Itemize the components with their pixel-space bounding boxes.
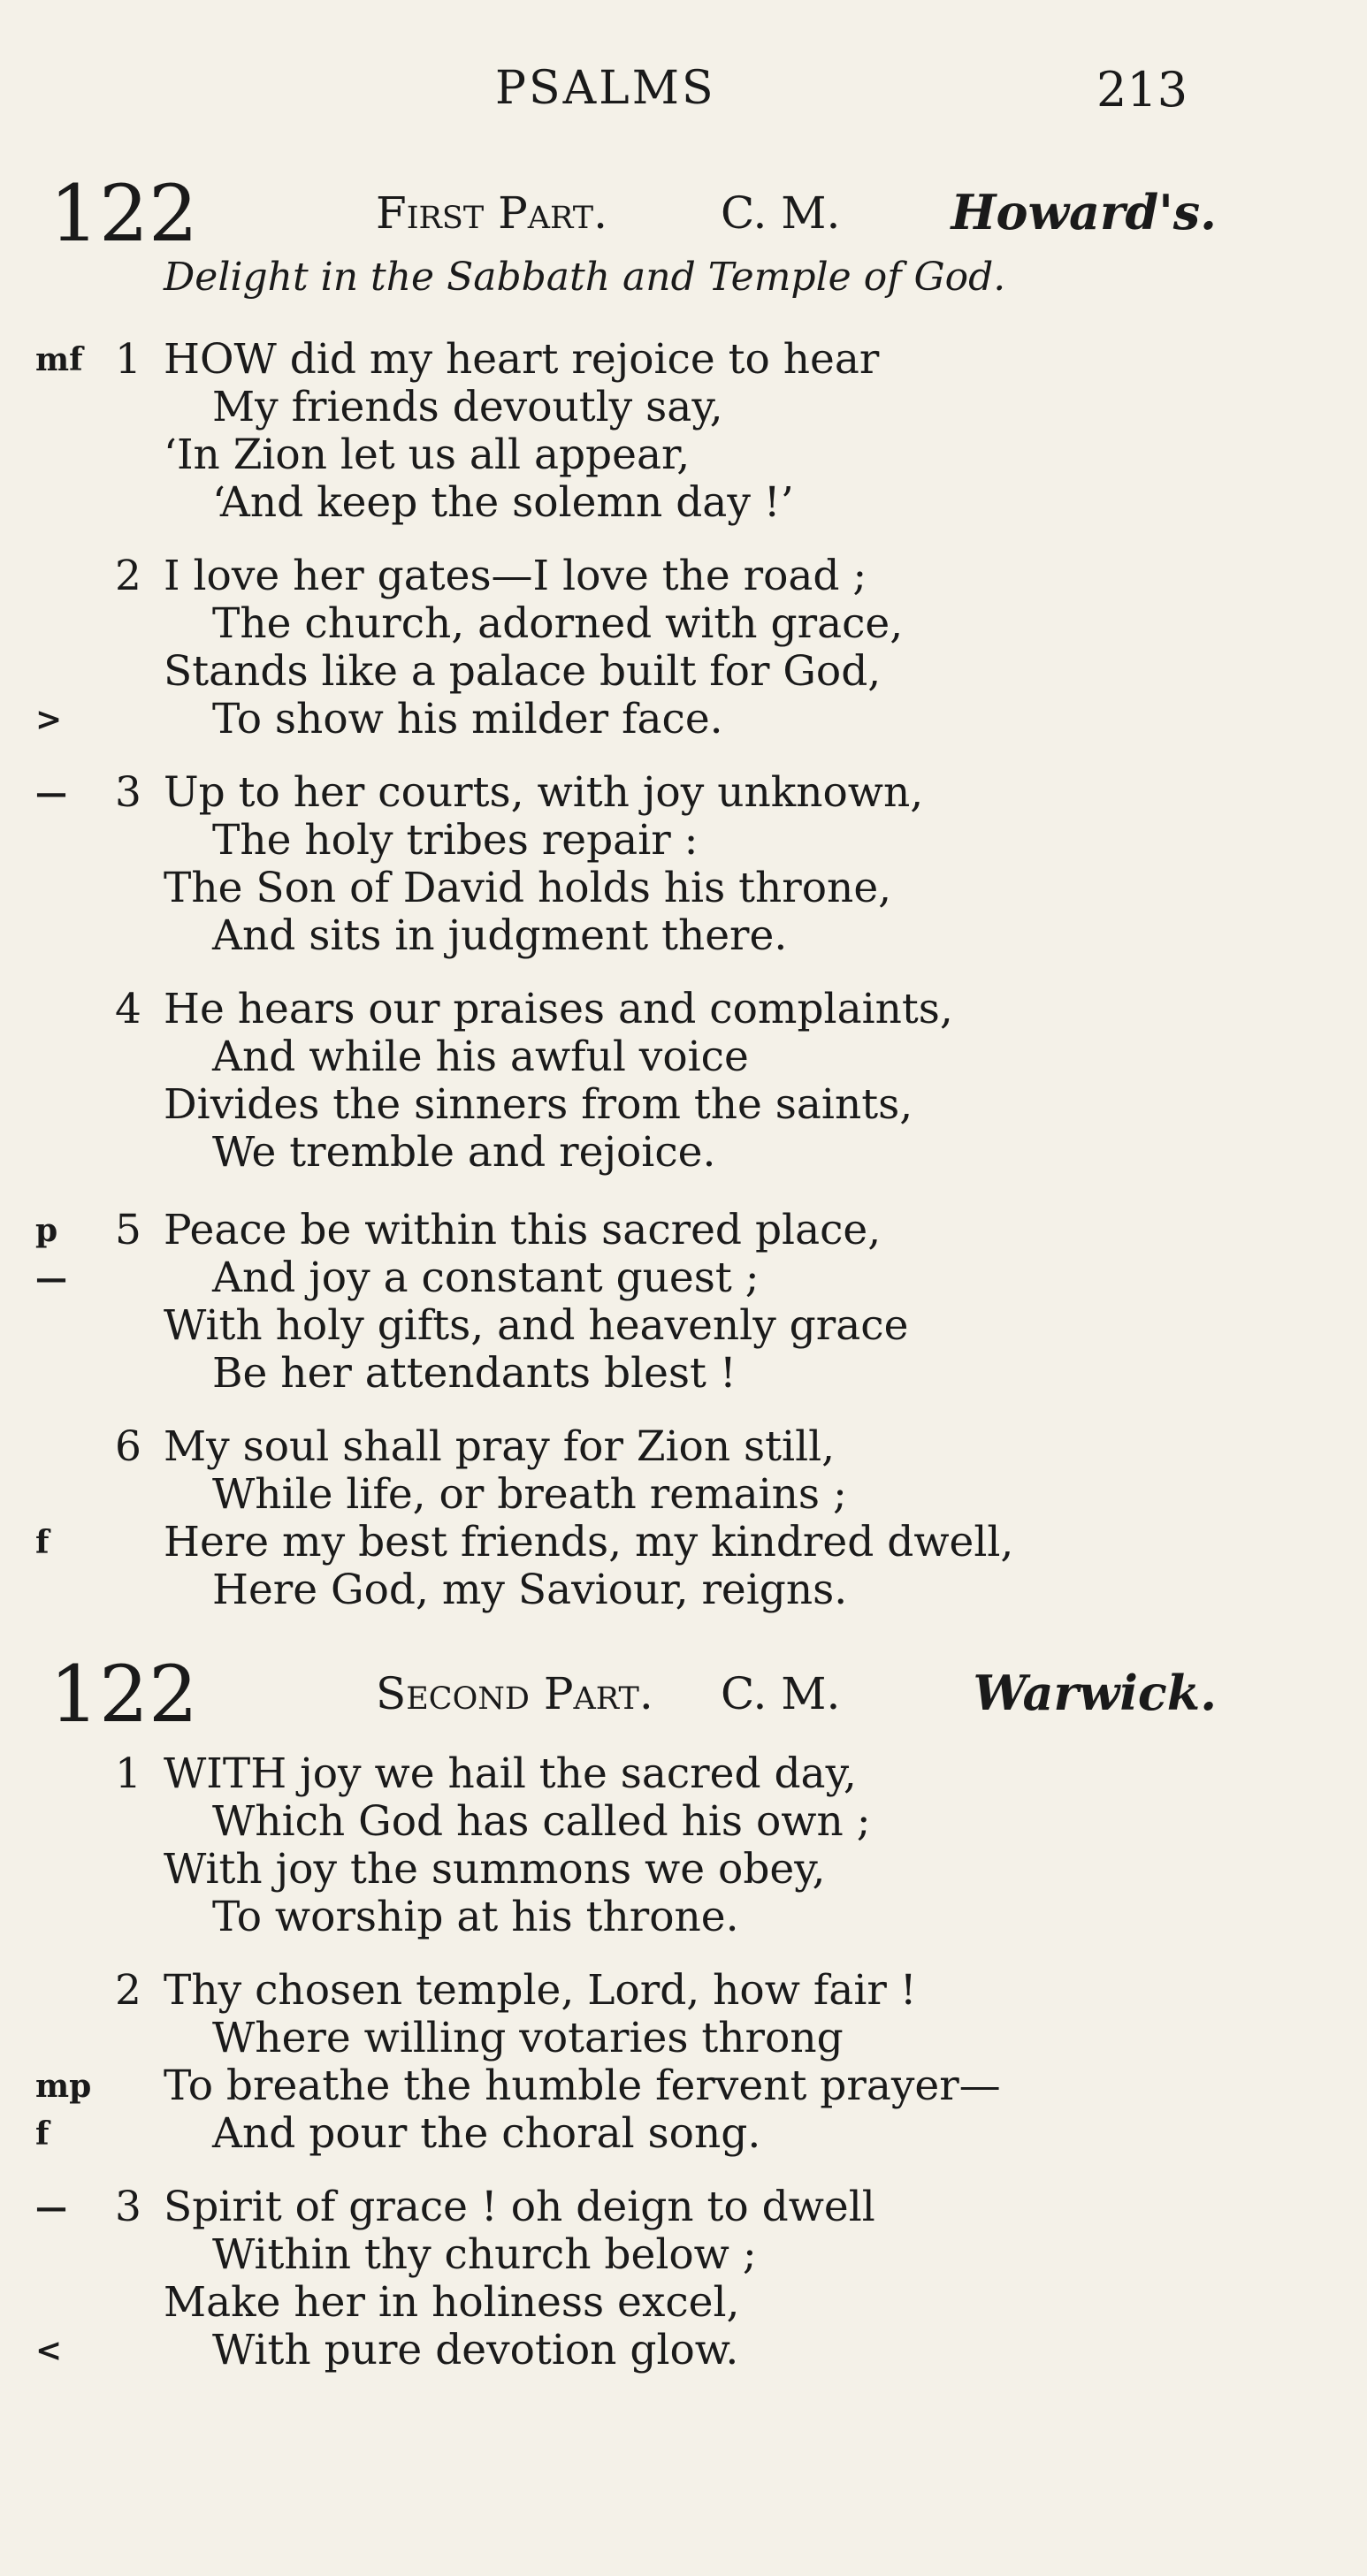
verse-line — [0, 1350, 1367, 1398]
verse-text: Up to her courts, with joy unknown, — [164, 768, 924, 817]
hymn-meter: C. M. — [721, 1668, 841, 1719]
stanza-number: 4 — [115, 985, 141, 1033]
stanza-number: 3 — [115, 768, 141, 817]
verse-line — [0, 817, 1367, 865]
verse-text: WITH joy we hail the sacred day, — [164, 1749, 857, 1798]
verse-line — [0, 986, 1367, 1033]
verse-line — [0, 1081, 1367, 1129]
dynamic-mark: p — [35, 1212, 58, 1249]
dynamic-mark: — — [35, 1260, 67, 1297]
verse-line — [0, 1207, 1367, 1254]
verse-text: Divides the sinners from the saints, — [164, 1080, 913, 1129]
verse-text: Be her attendants blest ! — [212, 1349, 737, 1398]
hymn-part: Second Part. — [376, 1668, 653, 1719]
verse-text: Thy chosen temple, Lord, how fair ! — [164, 1966, 917, 2015]
dynamic-mark: f — [35, 2115, 50, 2153]
verse-line — [0, 912, 1367, 960]
verse-text: My soul shall pray for Zion still, — [164, 1422, 836, 1471]
dynamic-mark: < — [35, 2332, 63, 2369]
verse-text: With pure devotion glow. — [212, 2326, 739, 2374]
verse-text: Which God has called his own ; — [212, 1797, 871, 1846]
verse-text: To show his milder face. — [212, 695, 723, 743]
verse-text: HOW did my heart rejoice to hear — [164, 335, 880, 384]
hymn-header-second-part — [0, 1649, 1367, 1740]
verse-text: And pour the choral song. — [212, 2109, 761, 2158]
verse-line — [0, 2231, 1367, 2279]
verse-line — [0, 1302, 1367, 1350]
verse-text: And joy a constant guest ; — [212, 1254, 760, 1302]
verse-text: The Son of David holds his throne, — [164, 864, 892, 912]
verse-line — [0, 1471, 1367, 1519]
verse-text: Make her in holiness excel, — [164, 2278, 740, 2327]
verse-line — [0, 1033, 1367, 1081]
verse-line — [0, 2110, 1367, 2158]
verse-text: ‘In Zion let us all appear, — [164, 431, 691, 479]
dynamic-mark: mp — [35, 2068, 92, 2105]
dynamic-mark: — — [35, 774, 67, 812]
hymn-meter: C. M. — [721, 187, 841, 239]
verse-line — [0, 1129, 1367, 1177]
stanza-number: 3 — [115, 2183, 141, 2231]
verse-text: The church, adorned with grace, — [212, 599, 904, 648]
stanza-number: 6 — [115, 1422, 141, 1471]
stanza-number: 2 — [115, 552, 141, 600]
hymn-part: First Part. — [376, 187, 607, 239]
dynamic-mark: f — [35, 1524, 50, 1561]
verse-text: Where willing votaries throng — [212, 2014, 844, 2062]
stanza-number: 1 — [115, 1749, 141, 1798]
verse-text: While life, or breath remains ; — [212, 1470, 847, 1519]
stanza — [0, 1750, 1367, 1941]
page-number: 213 — [1096, 62, 1188, 118]
verse-text: Peace be within this sacred place, — [164, 1206, 882, 1254]
verse-line — [0, 336, 1367, 384]
verse-line — [0, 1423, 1367, 1471]
verse-line — [0, 2015, 1367, 2062]
verse-line — [0, 2062, 1367, 2110]
stanza — [0, 553, 1367, 743]
verse-line — [0, 431, 1367, 479]
verse-text: He hears our praises and complaints, — [164, 985, 953, 1033]
verse-text: Stands like a palace built for God, — [164, 647, 882, 696]
verse-line — [0, 2327, 1367, 2374]
verse-text: Within thy church below ; — [212, 2230, 757, 2279]
verse-line — [0, 1566, 1367, 1614]
verse-text: And sits in judgment there. — [212, 911, 788, 960]
verse-line — [0, 1750, 1367, 1798]
hymn-header-first-part — [0, 168, 1367, 259]
verse-line — [0, 648, 1367, 696]
stanza — [0, 336, 1367, 527]
hymn-number: 122 — [50, 1649, 198, 1740]
verse-line — [0, 696, 1367, 743]
verse-line — [0, 2184, 1367, 2231]
verse-text: I love her gates—I love the road ; — [164, 552, 867, 600]
verse-line — [0, 865, 1367, 912]
stanza — [0, 769, 1367, 960]
verse-line — [0, 769, 1367, 817]
verse-text: To worship at his throne. — [212, 1893, 739, 1941]
verse-text: To breathe the humble fervent prayer— — [164, 2062, 1001, 2110]
verse-line — [0, 2279, 1367, 2327]
hymn-tune: Warwick. — [973, 1665, 1217, 1721]
hymn-tune: Howard's. — [951, 184, 1217, 240]
verse-text: My friends devoutly say, — [212, 383, 723, 431]
verse-line — [0, 553, 1367, 600]
stanza — [0, 1207, 1367, 1398]
stanza — [0, 1967, 1367, 2158]
verse-line — [0, 479, 1367, 527]
verse-text: Here God, my Saviour, reigns. — [212, 1566, 848, 1614]
hymn-number: 122 — [50, 168, 198, 259]
verse-line — [0, 1967, 1367, 2015]
stanza — [0, 986, 1367, 1177]
stanza — [0, 2184, 1367, 2374]
verse-line — [0, 1254, 1367, 1302]
verse-text: We tremble and rejoice. — [212, 1128, 716, 1177]
stanza — [0, 1423, 1367, 1614]
stanza-number: 5 — [115, 1206, 141, 1254]
verse-line — [0, 1894, 1367, 1941]
hymn-subtitle: Delight in the Sabbath and Temple of God. — [164, 255, 1006, 300]
verse-text: The holy tribes repair : — [212, 816, 699, 865]
verse-text: And while his awful voice — [212, 1033, 749, 1081]
running-head-title: PSALMS — [495, 62, 716, 115]
verse-line — [0, 1519, 1367, 1566]
verse-line — [0, 600, 1367, 648]
stanza-number: 1 — [115, 335, 141, 384]
dynamic-mark: mf — [35, 341, 83, 378]
verse-text: With holy gifts, and heavenly grace — [164, 1301, 909, 1350]
dynamic-mark: > — [35, 701, 63, 738]
verse-text: Spirit of grace ! oh deign to dwell — [164, 2183, 875, 2231]
verse-line — [0, 1846, 1367, 1894]
verse-text: Here my best friends, my kindred dwell, — [164, 1518, 1014, 1566]
stanza-number: 2 — [115, 1966, 141, 2015]
verse-line — [0, 1798, 1367, 1846]
verse-line — [0, 384, 1367, 431]
verse-text: With joy the summons we obey, — [164, 1845, 826, 1894]
verse-text: ‘And keep the solemn day !’ — [212, 478, 794, 527]
dynamic-mark: — — [35, 2189, 67, 2226]
